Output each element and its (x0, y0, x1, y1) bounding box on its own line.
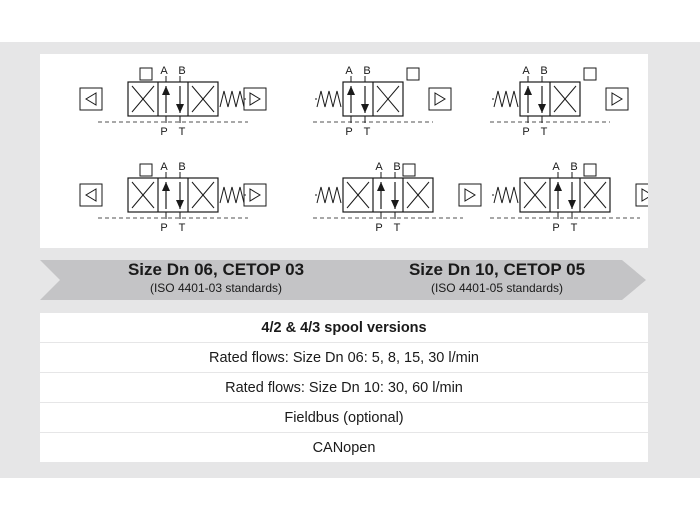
solenoid-icon (459, 184, 481, 206)
port-t-label: T (540, 126, 548, 138)
flow-arrowhead (554, 182, 562, 191)
valve-dn06-double-solenoid (80, 65, 266, 138)
solenoid-icon (244, 88, 266, 110)
port-b-label: B (178, 161, 186, 173)
flow-arrowhead (162, 86, 170, 95)
port-p-label: P (375, 222, 383, 234)
port-p-label: P (160, 222, 168, 234)
spring-icon (220, 91, 244, 107)
connector-icon (403, 164, 415, 176)
solenoid-icon (606, 88, 628, 110)
port-a-label: A (375, 161, 383, 173)
valve-dn06-three-position-b (313, 161, 481, 234)
spring-icon (220, 187, 244, 203)
size-dn10-block (362, 260, 632, 296)
spring-icon (317, 187, 341, 203)
port-t-label: T (393, 222, 401, 234)
valve-envelope-icon (520, 178, 610, 212)
port-a-label: A (345, 65, 353, 77)
solenoid-triangle (465, 189, 475, 201)
solenoid-icon (429, 88, 451, 110)
port-t-label: T (178, 222, 186, 234)
port-b-label: B (570, 161, 578, 173)
feature-row-spool-versions: 4/2 & 4/3 spool versions (40, 313, 648, 342)
size-dn06-title: Size Dn 06, CETOP 03 (127, 260, 305, 279)
valve-symbols-diagram (40, 54, 648, 248)
top-band (0, 0, 700, 42)
valve-envelope-icon (128, 178, 218, 212)
solenoid-icon (80, 184, 102, 206)
valve-symbol-panel (40, 54, 648, 248)
size-dn06-block (76, 260, 356, 296)
valve-envelope-icon (343, 178, 433, 212)
flow-arrowhead (524, 86, 532, 95)
bottom-band (0, 478, 700, 523)
port-p-label: P (522, 126, 530, 138)
size-arrow-banner (40, 256, 648, 304)
spring-icon (317, 91, 341, 107)
port-t-label: T (570, 222, 578, 234)
solenoid-triangle (435, 93, 445, 105)
port-a-label: A (160, 161, 168, 173)
connector-icon (584, 164, 596, 176)
size-dn06-standard: (ISO 4401-03 standards) (149, 281, 283, 295)
port-a-label: A (160, 65, 168, 77)
valve-dn10-three-position (490, 161, 648, 234)
solenoid-triangle (250, 189, 260, 201)
port-a-label: A (522, 65, 530, 77)
feature-row-flows-dn10: Rated flows: Size Dn 10: 30, 60 l/min (40, 373, 648, 402)
solenoid-icon (80, 88, 102, 110)
connector-icon (407, 68, 419, 80)
flow-arrowhead (347, 86, 355, 95)
solenoid-icon (244, 184, 266, 206)
solenoid-triangle (86, 93, 96, 105)
port-b-label: B (540, 65, 548, 77)
flow-arrowhead (176, 104, 184, 113)
port-p-label: P (552, 222, 560, 234)
flow-arrowhead (391, 200, 399, 209)
solenoid-triangle (86, 189, 96, 201)
solenoid-triangle (250, 93, 260, 105)
feature-row-fieldbus: Fieldbus (optional) (40, 403, 648, 432)
size-dn10-title: Size Dn 10, CETOP 05 (408, 260, 586, 279)
port-p-label: P (160, 126, 168, 138)
port-b-label: B (363, 65, 371, 77)
connector-icon (140, 164, 152, 176)
valve-dn10-single-solenoid (490, 65, 628, 138)
solenoid-triangle (612, 93, 622, 105)
port-t-label: T (363, 126, 371, 138)
port-a-label: A (552, 161, 560, 173)
port-b-label: B (178, 65, 186, 77)
solenoid-triangle (642, 189, 648, 201)
port-p-label: P (345, 126, 353, 138)
flow-arrowhead (176, 200, 184, 209)
port-b-label: B (393, 161, 401, 173)
flow-arrowhead (568, 200, 576, 209)
flow-arrowhead (361, 104, 369, 113)
feature-row-flows-dn06: Rated flows: Size Dn 06: 5, 8, 15, 30 l/min (40, 343, 648, 372)
connector-icon (140, 68, 152, 80)
valve-envelope-icon (128, 82, 218, 116)
flow-arrowhead (538, 104, 546, 113)
spring-icon (494, 187, 518, 203)
valve-dn06-three-position (80, 161, 266, 234)
feature-row-canopen: CANopen (40, 433, 648, 462)
connector-icon (584, 68, 596, 80)
flow-arrowhead (162, 182, 170, 191)
spring-icon (494, 91, 518, 107)
size-dn10-standard: (ISO 4401-05 standards) (430, 281, 564, 295)
flow-arrowhead (377, 182, 385, 191)
valve-dn06-single-solenoid (313, 65, 451, 138)
port-t-label: T (178, 126, 186, 138)
